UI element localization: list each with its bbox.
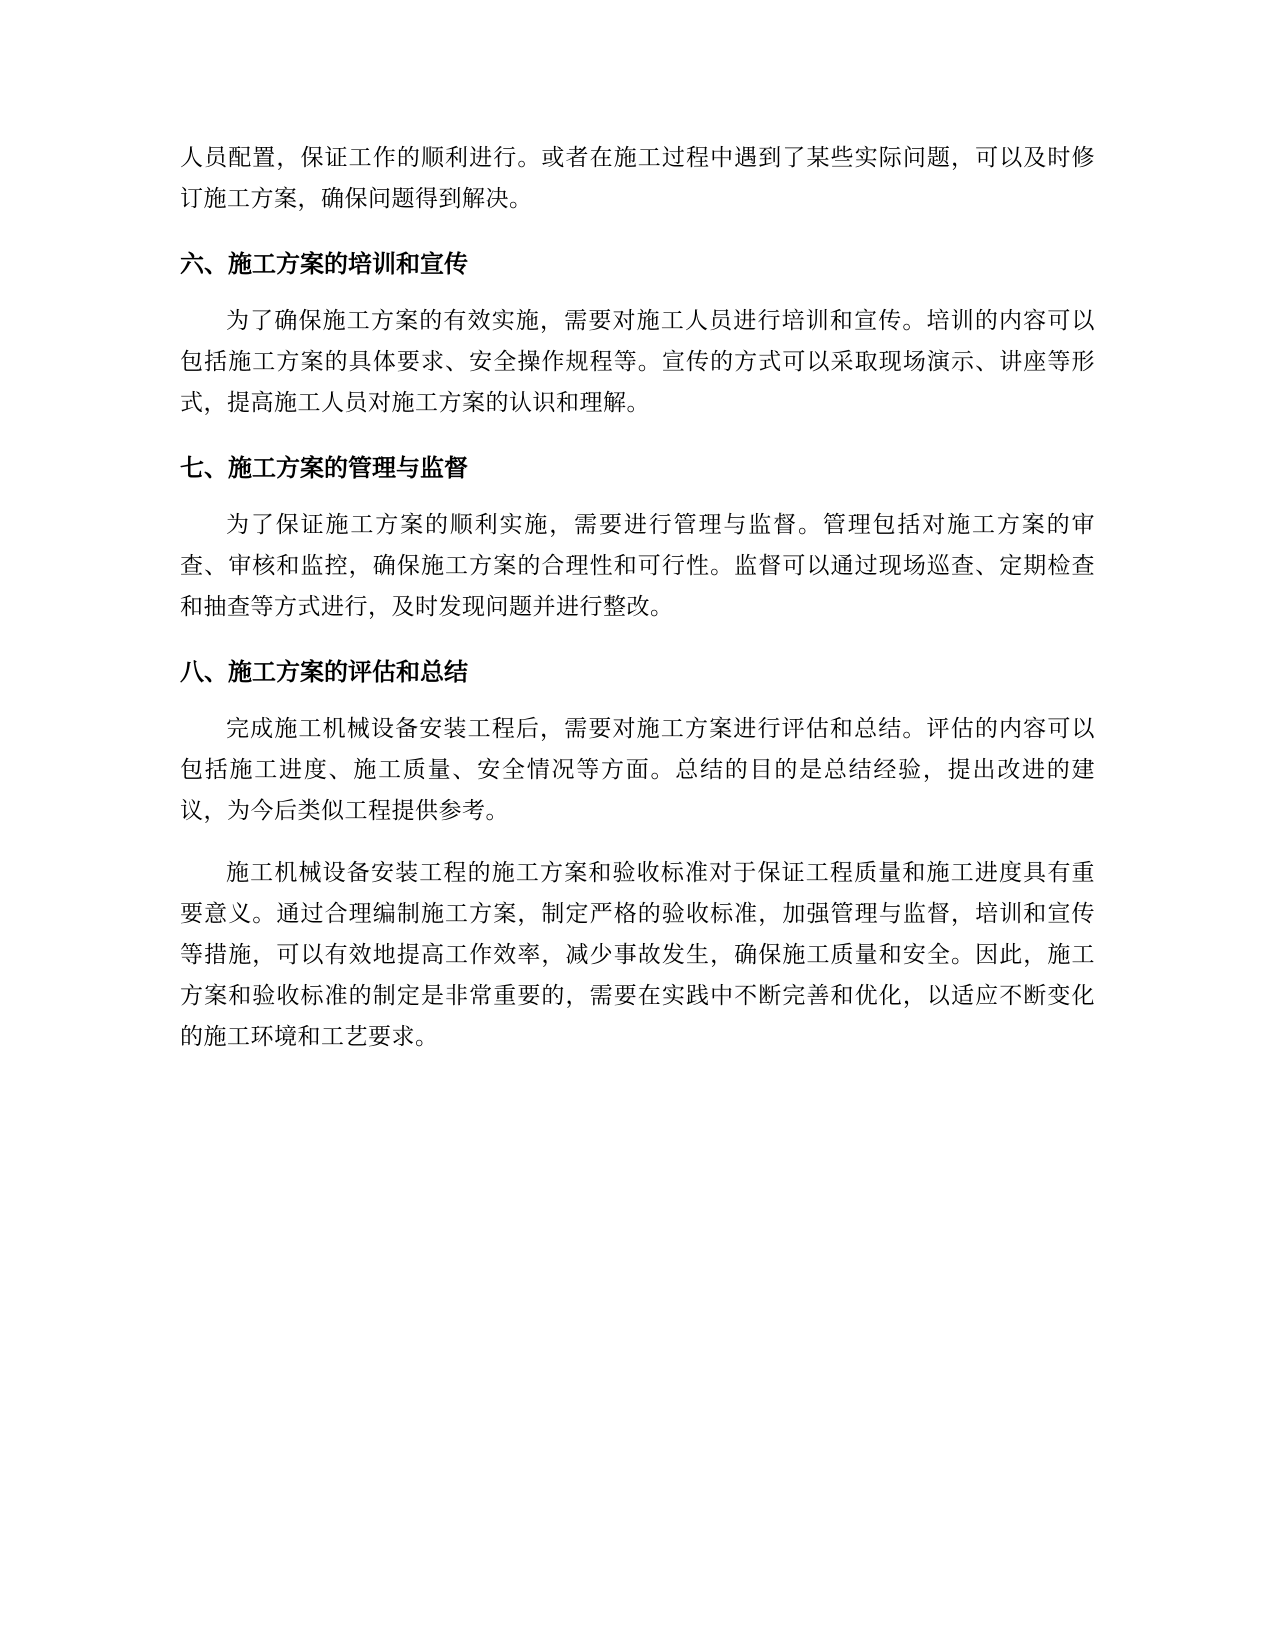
document-page [180, 138, 1095, 1058]
section-paragraph-evaluation: 完成施工机械设备安装工程后，需要对施工方案进行评估和总结。评估的内容可以包括施工进度、施工质量、安全情况等方面。总结的目的是总结经验，提出改进的建议，为今后类似工程提供参考。 [180, 716, 1095, 824]
conclusion-paragraph: 施工机械设备安装工程的施工方案和验收标准对于保证工程质量和施工进度具有重要意义。通过合理编制施工方案，制定严格的验收标准，加强管理与监督，培训和宣传等措施，可以有效地提高工作效率，减少事故发生，确保施工质量和安全。因此，施工方案和验收标准的制定是非常重要的，需要在实践中不断完善和优化，以适应不断变化的施工环境和工艺要求。 [180, 860, 1095, 1050]
section-heading-training: 六、施工方案的培训和宣传 [180, 250, 468, 278]
section-heading-management: 七、施工方案的管理与监督 [180, 454, 468, 482]
section-paragraph-training: 为了确保施工方案的有效实施，需要对施工人员进行培训和宣传。培训的内容可以包括施工方案的具体要求、安全操作规程等。宣传的方式可以采取现场演示、讲座等形式，提高施工人员对施工方案的认识和理解。 [180, 308, 1095, 416]
section-heading-evaluation: 八、施工方案的评估和总结 [180, 658, 468, 686]
intro-paragraph: 人员配置，保证工作的顺利进行。或者在施工过程中遇到了某些实际问题，可以及时修订施工方案，确保问题得到解决。 [180, 145, 1095, 212]
section-paragraph-management: 为了保证施工方案的顺利实施，需要进行管理与监督。管理包括对施工方案的审查、审核和监控，确保施工方案的合理性和可行性。监督可以通过现场巡查、定期检查和抽查等方式进行，及时发现问题并进行整改。 [180, 512, 1095, 620]
